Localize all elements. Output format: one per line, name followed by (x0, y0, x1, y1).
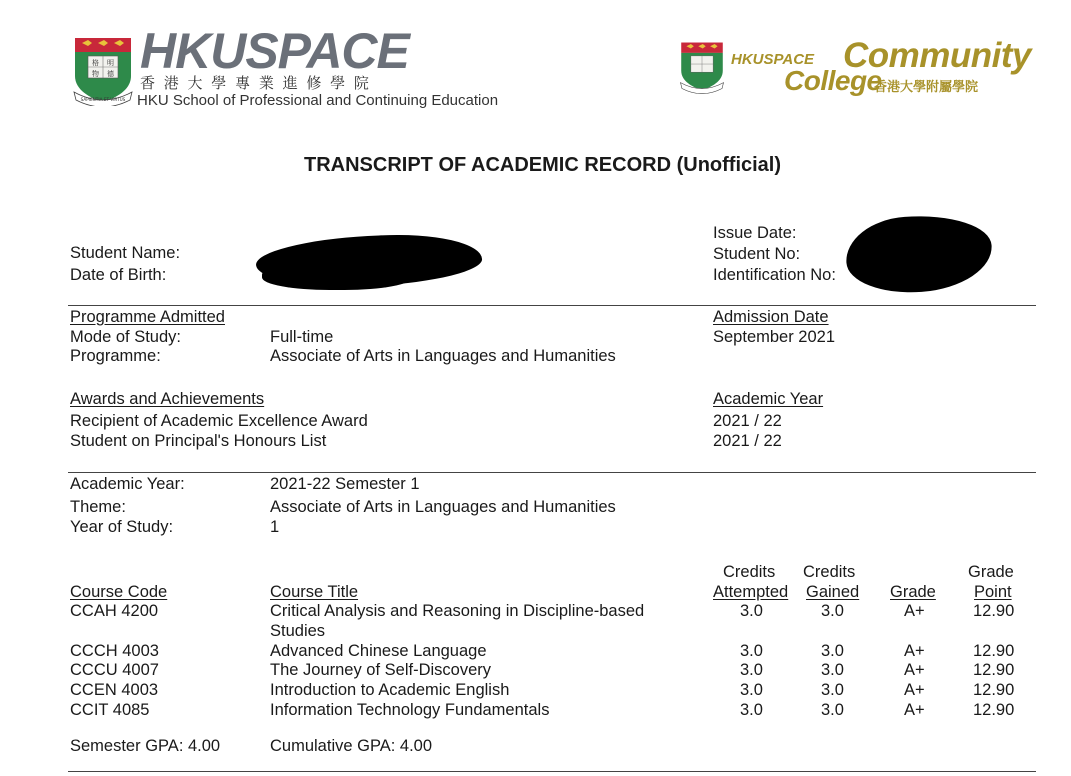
course-code: CCCU 4007 (70, 661, 159, 679)
svg-text:物: 物 (92, 70, 99, 78)
svg-text:格: 格 (92, 59, 99, 67)
mode-of-study-value: Full-time (270, 328, 334, 346)
grade-point: 12.90 (973, 701, 1015, 719)
grade: A+ (904, 701, 925, 719)
course-code-header: Course Code (70, 583, 168, 601)
course-title: Advanced Chinese Language (270, 642, 487, 660)
award-year-heading: Academic Year (713, 390, 824, 408)
svg-text:SAPIENTIA ET VIRTUS: SAPIENTIA ET VIRTUS (80, 97, 126, 102)
identification-no-label: Identification No: (713, 266, 836, 284)
course-title: The Journey of Self-Discovery (270, 661, 492, 679)
academic-year-value: 2021-22 Semester 1 (270, 475, 420, 493)
credits-gained-header-top: Credits (803, 563, 856, 581)
award-year: 2021 / 22 (713, 412, 782, 430)
course-code: CCAH 4200 (70, 602, 159, 620)
community-college-chinese: 香港大學附屬學院 (874, 80, 979, 95)
credits-attempted: 3.0 (740, 701, 763, 719)
programme-label: Programme: (70, 347, 161, 365)
grade-point: 12.90 (973, 642, 1015, 660)
admission-date-heading: Admission Date (713, 308, 829, 326)
community-college-line2: College (784, 65, 882, 96)
issue-date-label: Issue Date: (713, 224, 797, 242)
credits-gained: 3.0 (821, 681, 844, 699)
course-title-continued: Studies (270, 622, 326, 640)
credits-gained-header: Gained (806, 583, 860, 601)
hku-crest-icon (72, 36, 134, 106)
grade-point: 12.90 (973, 681, 1015, 699)
redaction-mark-name-tail (262, 262, 412, 290)
credits-attempted-header: Attempted (713, 583, 789, 601)
date-of-birth-label: Date of Birth: (70, 266, 167, 284)
award-item: Student on Principal's Honours List (70, 432, 327, 450)
award-item: Recipient of Academic Excellence Award (70, 412, 368, 430)
credits-attempted: 3.0 (740, 681, 763, 699)
grade-header: Grade (890, 583, 936, 601)
hkuspace-english-name: HKU School of Professional and Continuing Education (137, 92, 499, 109)
credits-attempted: 3.0 (740, 661, 763, 679)
credits-gained: 3.0 (821, 701, 844, 719)
programme-admitted-heading: Programme Admitted (70, 308, 225, 326)
cumulative-gpa: Cumulative GPA: 4.00 (270, 737, 433, 755)
academic-year-label: Academic Year: (70, 475, 185, 493)
credits-attempted: 3.0 (740, 642, 763, 660)
grade: A+ (904, 681, 925, 699)
community-college-prefix: HKUSPACE (731, 51, 815, 68)
course-code: CCEN 4003 (70, 681, 159, 699)
redaction-mark-ids (844, 211, 995, 297)
year-of-study-value: 1 (270, 518, 280, 536)
course-title: Introduction to Academic English (270, 681, 510, 699)
divider-line (68, 472, 1036, 473)
divider-line (68, 305, 1036, 306)
svg-text:德: 德 (107, 70, 114, 78)
programme-value: Associate of Arts in Languages and Humanities (270, 347, 616, 365)
year-of-study-label: Year of Study: (70, 518, 174, 536)
credits-gained: 3.0 (821, 661, 844, 679)
course-code: CCCH 4003 (70, 642, 159, 660)
divider-line (68, 771, 1036, 772)
grade-point-header: Point (974, 583, 1012, 601)
grade: A+ (904, 602, 925, 620)
hkuspace-chinese-name: 香 港 大 學 專 業 進 修 學 院 (140, 74, 371, 92)
theme-value: Associate of Arts in Languages and Humanities (270, 498, 616, 516)
course-title-header: Course Title (270, 583, 359, 601)
hku-crest-small-icon (679, 40, 725, 94)
grade-point: 12.90 (973, 602, 1015, 620)
mode-of-study-label: Mode of Study: (70, 328, 181, 346)
grade: A+ (904, 661, 925, 679)
student-name-label: Student Name: (70, 244, 181, 262)
course-title: Critical Analysis and Reasoning in Discipline-based (270, 602, 645, 620)
hkuspace-logo-wordmark: HKUSPACE (140, 23, 409, 79)
theme-label: Theme: (70, 498, 126, 516)
admission-date-value: September 2021 (713, 328, 836, 346)
awards-heading: Awards and Achievements (70, 390, 265, 408)
grade: A+ (904, 642, 925, 660)
svg-text:明: 明 (107, 59, 114, 67)
credits-attempted: 3.0 (740, 602, 763, 620)
award-year: 2021 / 22 (713, 432, 782, 450)
course-code: CCIT 4085 (70, 701, 150, 719)
course-title: Information Technology Fundamentals (270, 701, 550, 719)
document-title: TRANSCRIPT OF ACADEMIC RECORD (Unofficial) (304, 154, 782, 176)
credits-gained: 3.0 (821, 642, 844, 660)
credits-gained: 3.0 (821, 602, 844, 620)
community-college-line1: Community (843, 36, 1031, 75)
student-no-label: Student No: (713, 245, 801, 263)
grade-point: 12.90 (973, 661, 1015, 679)
semester-gpa: Semester GPA: 4.00 (70, 737, 221, 755)
credits-attempted-header-top: Credits (723, 563, 776, 581)
grade-point-header-top: Grade (968, 563, 1014, 581)
